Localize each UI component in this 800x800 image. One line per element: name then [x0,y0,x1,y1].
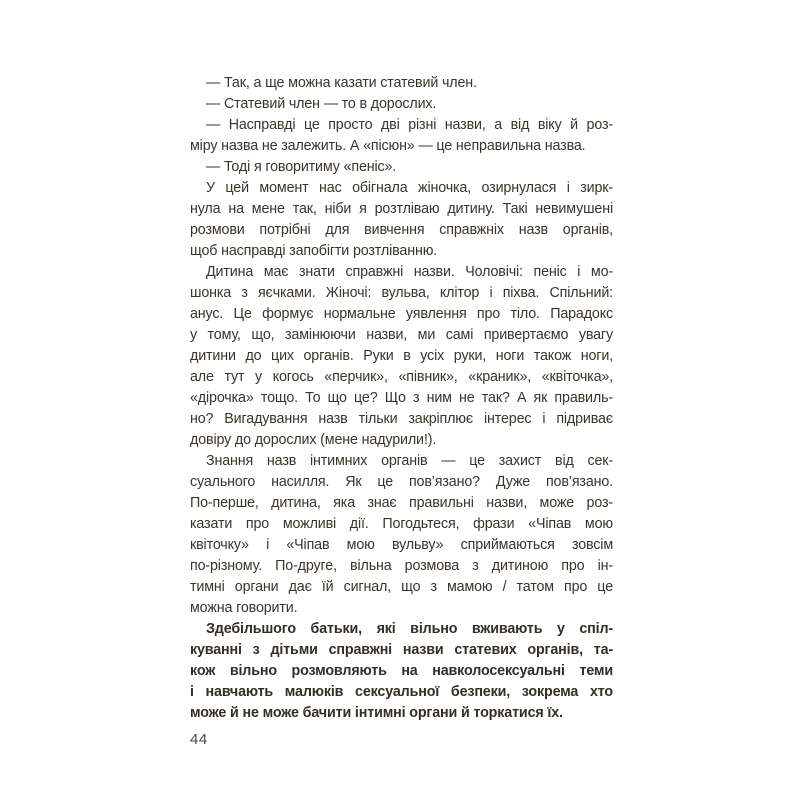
text-line: — Так, а ще можна казати статевий член. [206,75,477,91]
text-line: Знання назв інтимних органів — це захист від сек- [206,453,613,469]
paragraph [190,619,613,724]
text-line: по-різному. По-друге, вільна розмова з дитиною про ін- [190,558,613,574]
text-line: — Статевий член — то в дорослих. [206,96,437,112]
paragraph [190,73,613,94]
text-line: тимні органи дає їй сигнал, що з мамою / татом про це [190,579,613,595]
text-line: і навчають малюків сексуальної безпеки, зокрема хто [190,684,613,700]
text-line: у тому, що, замінюючи назви, ми самі привертаємо увагу [190,327,613,343]
paragraph [190,451,613,619]
body-text [190,73,613,724]
text-line: — Тоді я говоритиму «пеніс». [206,159,397,175]
text-line: анус. Це формує нормальне уявлення про тіло. Парадокс [190,306,613,322]
text-line: суального насилля. Як це пов’язано? Дуже пов’язано. [190,474,613,490]
text-line: По-перше, дитина, яка знає правильні назви, може роз- [190,495,613,511]
paragraph [190,178,613,262]
text-line: але тут у когось «перчик», «півник», «краник», «квіточка», [190,369,613,385]
text-line: шонка з яєчками. Жіночі: вульва, клітор і піхва. Спільний: [190,285,613,301]
text-line: міру назва не залежить. А «пісюн» — це неправильна назва. [190,138,586,154]
text-line: куванні з дітьми справжні назви статевих органів, та- [190,642,613,658]
text-line: — Насправді це просто дві різні назви, а від віку й роз- [206,117,613,133]
text-line: дитини до цих органів. Руки в усіх руки, ноги також ноги, [190,348,613,364]
paragraph [190,262,613,451]
text-line: кож вільно розмовляють на навколосексуальні теми [190,663,613,679]
text-line: казати про можливі дії. Погодьтеся, фрази «Чіпав мою [190,516,613,532]
text-line: Дитина має знати справжні назви. Чоловічі: пеніс і мо- [206,264,613,280]
text-line: «дірочка» тощо. То що це? Що з ним не так? А як правиль- [190,390,613,406]
text-line: можна говорити. [190,600,298,616]
paragraph [190,115,613,157]
text-line: Здебільшого батьки, які вільно вживають у спіл- [206,621,613,637]
text-line: розмови потрібні для вивчення справжніх назв органів, [190,222,613,238]
text-line: щоб насправді запобігти розтліванню. [190,243,438,259]
text-line: довіру до дорослих (мене надурили!). [190,432,437,448]
page-number: 44 [190,731,208,748]
text-line: но? Вигадування назв тільки закріплює інтерес і підриває [190,411,613,427]
paragraph [190,157,613,178]
paragraph [190,94,613,115]
text-line: може й не може бачити інтимні органи й торкатися їх. [190,705,563,721]
text-line: нула на мене так, ніби я розтліваю дитину. Такі невимушені [190,201,613,217]
text-line: квіточку» і «Чіпав мою вульву» сприймаються зовсім [190,537,613,553]
text-line: У цей момент нас обігнала жіночка, озирнулася і зирк- [206,180,613,196]
